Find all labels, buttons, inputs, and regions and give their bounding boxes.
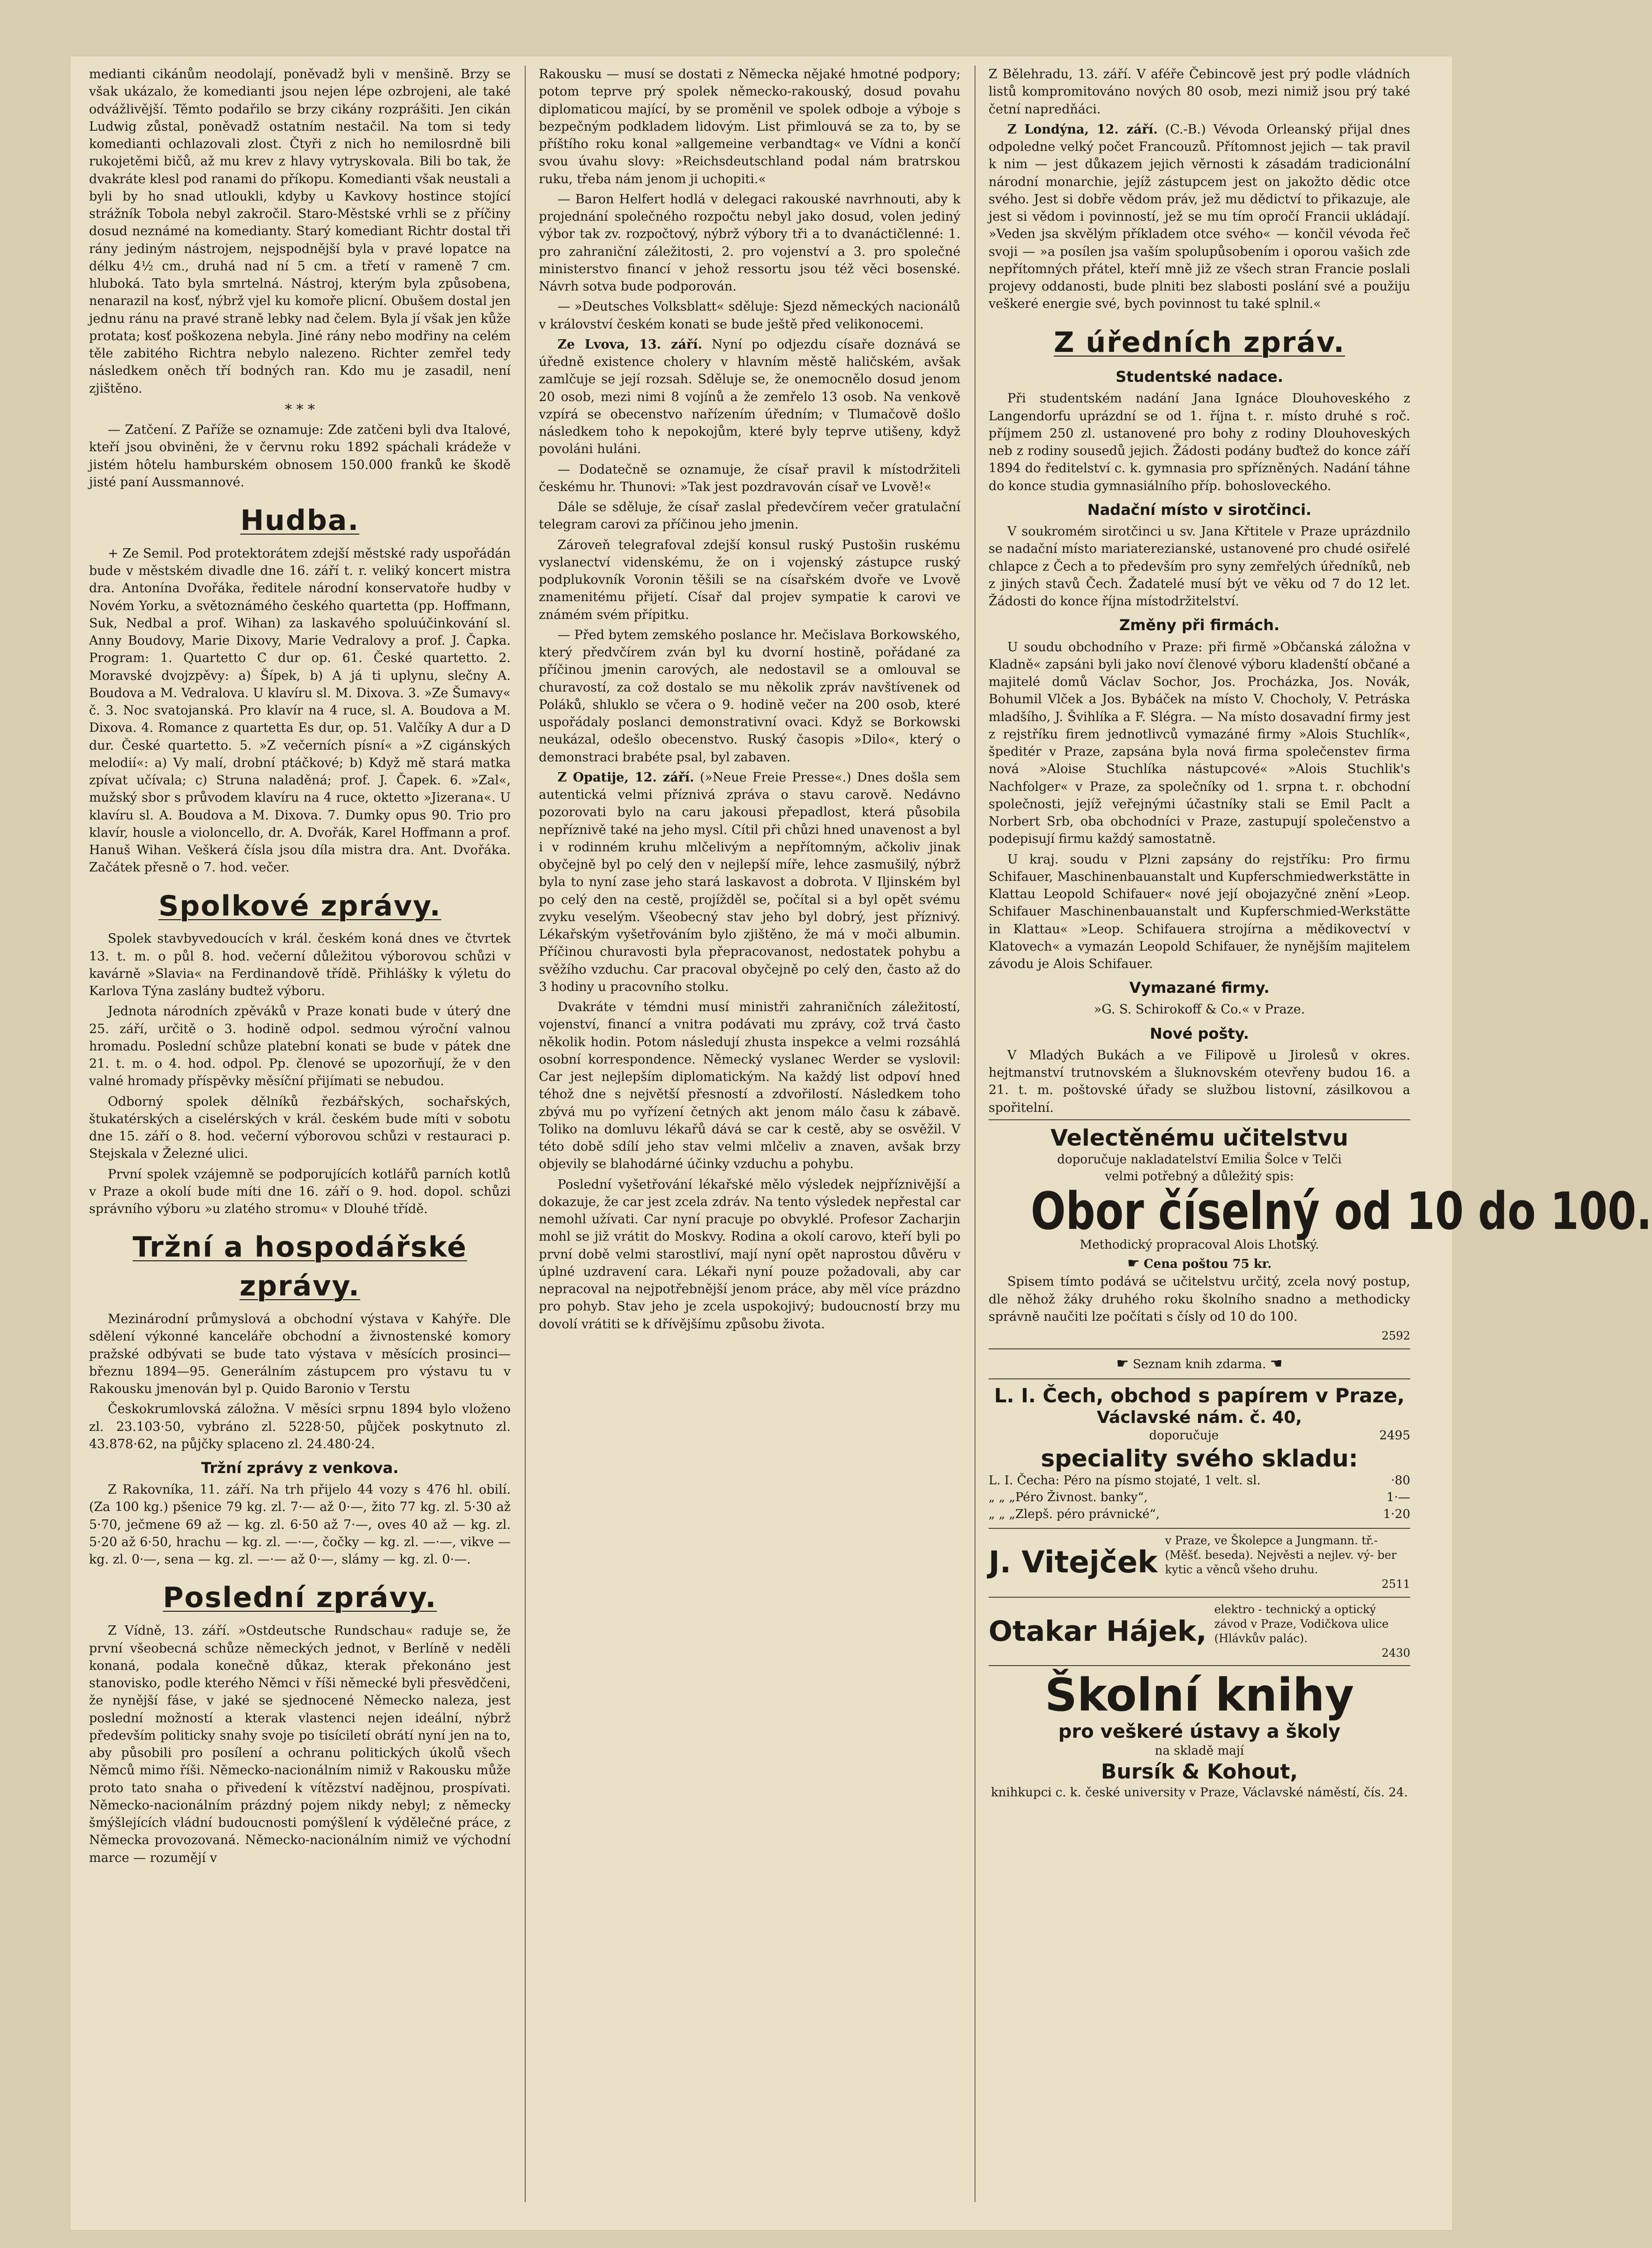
- ad-row: [989, 1428, 1410, 1444]
- article-text: (»Neue Freie Presse«.) Dnes došla sem autentická velmi příznivá zpráva o stavu carově. Nedávno pozorovati bylo na caru jakousi přepadlost, která působila nepříznivě také na jeho mysl. Cítil při chůzi hned unavenost a byl i v rodinném kruhu mlčelivým a nepřítomným, ačkoliv jinak obyčejně byl po celý den v nejlepší míře, lehce zasmušilý, nýbrž byla to nyní zase jeho stará laskavost a dobrota. V Iljinském byl po celý den na cestě, projížděl se, počítal si a byl opět svému zvyku veselým. Všeobecný stav jeho byl dobrý, jest příznivý. Lékařským vyšetřováním bylo zjištěno, že má v moči albumin. Příčinou churavosti byla přepracovanost, nedostatek pohybu a svěžího vzduchu. Car pracoval obyčejně po celý den, často až do 3 hodiny u pracovního stolku.: [539, 770, 960, 994]
- ad-heading: speciality svého skladu:: [1041, 1445, 1358, 1473]
- ad-name: Otakar Hájek,: [989, 1615, 1207, 1648]
- article-paragraph: V soukromém sirotčinci u sv. Jana Křtitele v Praze uprázdnilo se nadační místo mariaterezianské, ustanovené pro chudé osiřelé chlapce z Čech a to především pro syny zemřelých úředníků, neb z jiných stavů Čech. Žadatelé musí být ve věku od 7 do 12 let. Žádosti do konce října místodržitelství.: [989, 524, 1410, 609]
- ad-block: [1214, 1602, 1410, 1661]
- ad-price-value: 1·20: [1383, 1507, 1410, 1521]
- article-paragraph: První spolek vzájemně se podporujících kotlářů parních kotlů v Praze a okolí bude míti dne 16. září o 9. hod. dopol. schůzi správního výboru »u zlatého stromu« v Dlouhé třídě.: [89, 1167, 511, 1217]
- ad-price-item: L. I. Čecha: Péro na písmo stojaté, 1 velt. sl.: [989, 1474, 1261, 1488]
- ad-title-large: Obor číselný od 10 do 100.: [1031, 1181, 1652, 1242]
- ad-text: v Praze, ve Školepce a Jungmann. tř.- (Měšť. beseda). Nejvěsti a nejlev. vý- ber kytic a věnců všeho druhu.: [1165, 1533, 1397, 1577]
- ad-title-large: Školní knihy: [1045, 1669, 1354, 1722]
- article-paragraph: Dále se sděluje, že císař zaslal předevčírem večer gratulační telegram carovi za příčinou jeho jmenin.: [539, 500, 960, 532]
- section-heading: Spolkové zprávy.: [158, 889, 441, 923]
- section-heading: Poslední zprávy.: [163, 1581, 437, 1615]
- ad-block: [1165, 1533, 1410, 1592]
- ad-number: 2495: [1379, 1429, 1410, 1443]
- subsection-heading: Studentské nadace.: [1116, 368, 1283, 386]
- ad-address: Václavské nám. č. 40,: [1097, 1408, 1302, 1428]
- pointing-hand-icon: ☚: [1270, 1355, 1283, 1372]
- article-paragraph: Mezinárodní průmyslová a obchodní výstava v Kahýře. Dle sdělení výkonné kanceláře obchodní a živnostenské komory pražské odbývati se bude tato výstava v měsících prosinci—březnu 1894—95. Generálním zástupcem pro výstavu tu v Rakousku jmenován byl p. Quido Baronio v Terstu: [89, 1312, 511, 1397]
- article-paragraph: Z Bělehradu, 13. září. V aféře Čebincově jest prý podle vládních listů kompromitováno nových 80 osob, mezi nimiž jsou prý také četní napredňáci.: [989, 67, 1410, 117]
- article-paragraph: U soudu obchodního v Praze: při firmě »Občanská záložna v Kladně« zapsáni byli jako noví členové výboru kladenští občané a majitelé domů Václav Sochor, Jos. Procházka, Jos. Novák, Bohumil Vlček a Jos. Bybáček na místo V. Chocholy, V. Petráska mladšího, J. Švihlíka a F. Slégra. — Na místo dosavadní firmy jest z rejstříku firem jednotlivců vymazáné firmy »Alois Stuchlík«, špeditér v Praze, zapsána byla nová firma společenstev firma nová »Aloise Stuchlíka nástupcové« »Alois Stuchlik's Nachfolger« v Praze, za společníky od 1. srpna t. r. obchodní společnosti, jejíž veřejnými účastníky stali se Emil Paclt a Norbert Srb, oba obchodníci v Praze, zastupují společenstvo a podepisují firmu každý samostatně.: [989, 640, 1410, 847]
- article-paragraph: — Baron Helfert hodlá v delegaci rakouské navrhnouti, aby k projednání společného rozpočtu nebyl jako dosud, volen jediný výbor tak zv. rozpočtový, nýbrž výbory tři a to dvanáctičlenné: 1. pro zahraniční záležitosti, 2. pro vojenství a 3. pro společné ministerstvo financí v jehož ressortu jsou též věci bosenské. Návrh sotva bude podporován.: [539, 192, 960, 294]
- ad-number: 2430: [1381, 1646, 1410, 1660]
- article-paragraph: Rakousku — musí se dostati z Německa nějaké hmotné podpory; potom teprve prý spolek německo-rakouský, dosud povahu diplomaticou mající, by se proměnil ve spolek odboje a výboje s bezpečným podkladem lidovým. List přimlouvá se za to, by se příštího roku konal »allgemeine verbandtag« ve Vídni a končí svou úvahu slovy: »Reichsdeutschland podal nám bratrskou ruku, třeba nám jenom ji uchopiti.«: [539, 67, 960, 186]
- ad-price-item: „ „ „Zlepš. péro právnické“,: [989, 1507, 1160, 1521]
- ad-text: Spisem tímto podává se učitelstvu určitý, zcela nový postup, dle něhož žáky druhého roku školního snadno a methodicky správně naučiti lze počítati s čísly od 10 do 100.: [989, 1274, 1410, 1324]
- section-divider: * * *: [284, 401, 315, 418]
- article-paragraph: [539, 336, 960, 458]
- ad-number: 2592: [1381, 1329, 1410, 1343]
- column-3: [989, 66, 1652, 2211]
- subsection-heading: Nové pošty.: [1150, 1024, 1249, 1042]
- price-text: Cena poštou 75 kr.: [1144, 1257, 1272, 1272]
- ad-price-row: [989, 1473, 1410, 1489]
- article-paragraph: [539, 769, 960, 996]
- ad-price-value: ·80: [1391, 1474, 1410, 1488]
- article-paragraph: medianti cikánům neodolají, poněvadž byli v menšině. Brzy se však ukázalo, že komedianti jsou nejen lépe ozbrojeni, ale také odvážlivější. Těmto podařilo se brzy cikány rozprášiti. Jen cikán Ludwig zůstal, poněvadž ostatním nestačil. Na tom si tedy komedianti ochlazovali zlost. Čtyři z nich ho nemilosrdně bili rukojetěmi bičů, až mu krev z hlavy vytryskovala. Bili bo tak, že dvakráte klesl pod ranami do příkopu. Komedianti však neustali a byli by ho snad utloukli, kdyby u Kavkovy hostince stojící strážník Tobola nebyl zakročil. Staro-Městské vrhli se z příčiny dosud neznámé na komedianty. Starý komediant Richtr dostal tři rány jediným nástrojem, nejspodnější byla v pravé lopatce na délku 4½ cm., druhá nad ní 5 cm. a třetí v rameně 7 cm. hluboká. Tato byla smrtelná. Nástroj, kterým byla způsobena, nenarazil na kosť, nýbrž vjel ku komoře plicní. Obušem dostal jen jednu ránu na pravé straně lebky nad čelem. Byla jí však jen kůže protata; kosť poškozena nebyla. Jiné rány nebo modřiny na celém těle zabitého Richtra nebylo nalezeno. Richter zemřel tedy následkem oněch tří bodných ran. Kdo mu je zasadil, není zjištěno.: [89, 67, 511, 396]
- ad-price-list: [989, 1473, 1410, 1523]
- dateline: Z Opatije, 12. září.: [558, 770, 694, 785]
- column-rule: [525, 66, 526, 2202]
- article-paragraph: Odborný spolek dělníků řezbářských, sochařských, štukatérských a ciselérských v král. českém bude míti v sobotu dne 15. září o 8. hod. večerní výborovou schůzi v restauraci p. Stejskala v Železné ulici.: [89, 1094, 511, 1161]
- ad-price-value: 1·—: [1386, 1490, 1410, 1505]
- pointing-hand-icon: ☛: [1116, 1355, 1129, 1372]
- ad-text: pro veškeré ústavy a školy: [1058, 1720, 1341, 1742]
- article-text: (C.-B.) Vévoda Orleanský přijal dnes odpoledne velký počet Francouzů. Přítomnost jejich — tak pravil k nim — jest důkazem jejich věrnosti k zásadám tradicionální národní monarchie, jejíž zástupcem jest on jakožto dědic otce svého. Jest si dobře vědom práv, jež mu dědictví to přikazuje, ale jest si vědom i povinností, jež se mu tím opročí Francii ukládají. »Veden jsa skvělým příkladem otce svého« — končil vévoda řeč svoji — »a posílen jsa vaším spolupůsobením i oporou vašich zde nepřítomných přátel, kteří mně již ze všech stran Francie poslali projevy oddanosti, bude plniti bez slabosti poslání své a použiju veškeré energie své, bych povinnost tu také splnil.«: [989, 122, 1410, 312]
- subsection-heading: Tržní zprávy z venkova.: [201, 1459, 399, 1477]
- article-paragraph: — Dodatečně se oznamuje, že císař pravil k místodržiteli českému hr. Thunovi: »Tak jest pozdravován císař ve Lvově!«: [539, 462, 960, 494]
- subsection-heading: Změny při firmách.: [1119, 616, 1280, 634]
- ad-text: velmi potřebný a důležitý spis:: [1105, 1169, 1294, 1184]
- article-paragraph: — »Deutsches Volksblatt« sděluje: Sjezd německých nacionálů v království českém konati se bude ještě před velikonocemi.: [539, 299, 960, 332]
- advertisement: [989, 1528, 1410, 1597]
- article-paragraph: — Před bytem zemského poslance hr. Mečislava Borkowského, který předvčírem zván byl ku dvorní hostině, pořádané za příčinou jmenin carových, ale nedostavil se a omlouval se churavostí, za což dostalo se mu několik zpráv navštívenek od Poláků, shluklo se včera o 9. hodině večer na 200 osob, které uspořádaly poslanci demonstrativní ovaci. Když se Borkowski neukázal, odešlo obecenstvo. Ruský časopis »Dilo«, který o demonstraci brabéte psal, byl zabaven.: [539, 627, 960, 765]
- ad-text: doporučuje: [1149, 1429, 1219, 1443]
- article-paragraph: Z Rakovníka, 11. září. Na trh přijelo 44 vozy s 476 hl. obilí. (Za 100 kg.) pšenice 79 kg. zl. 7·— až 0·—, žito 77 kg. zl. 5·30 až 5·70, ječmene 69 až — kg. zl. 6·50 až 7·—, oves 40 až — kg. zl. 5·20 až 6·50, hrachu — kg. zl. —·—, čočky — kg. zl. —·—, vikve — kg. zl. 0·—, sena — kg. zl. —·— až 0·—, slámy — kg. zl. 0·—.: [89, 1482, 511, 1567]
- article-paragraph: — Zatčení. Z Paříže se oznamuje: Zde zatčeni byli dva Italové, kteří jsou obviněni, že v červnu roku 1892 spáchali krádeže v jistém hôtelu hamburském obnosem 150.000 franků ke škodě jisté paní Aussmannové.: [89, 423, 511, 490]
- ad-line: Seznam knih zdarma.: [1132, 1357, 1266, 1372]
- ad-price-row: [989, 1506, 1410, 1523]
- article-paragraph: »G. S. Schirokoff & Co.« v Praze.: [1094, 1002, 1305, 1017]
- article-paragraph: + Ze Semil. Pod protektorátem zdejší městské rady uspořádán bude v městském divadle dne 16. září t. r. veliký koncert mistra dra. Antonína Dvořáka, ředitele národní konservatoře hudby v Novém Yorku, a světoznámého českého quartetta (pp. Hoffmann, Suk, Nedbal a prof. Wihan) za laskavého spoluúčinkování sl. Anny Boudovy, Marie Dixovy, Marie Vedralovy a prof. J. Čapka. Program: 1. Quartetto C dur op. 61. České quartetto. 2. Moravské dvojzpěvy: a) Šípek, b) A já ti uplynu, slečny A. Boudova a M. Vedralova. U klavíru sl. M. Dixova. 3. »Ze Šumavy« č. 3. Noc svatojanská. Pro klavír na 4 ruce, sl. A. Boudova a M. Dixova. 4. Romance z quartetta Es dur, op. 51. Valčíky A dur a D dur. České quartetto. 5. »Z večerních písní« a »Z cigánských melodií«: a) Vy malí, drobní ptáčkové; b) Když mě stará matka zpívat učívala; c) Struna naladěná; prof. J. Čapek. 6. »Zal«, mužský sbor s průvodem klavíru na 4 ruce, oktetto »Jizerana«. U klavíru sl. A. Boudova a M. Dixova. 7. Dumky opus 90. Trio pro klavír, housle a violoncello, dr. A. Dvořák, Karel Hoffmann a prof. Hanuš Wihan. Veškerá čísla jsou díla mistra dra. Ant. Dvořáka. Začátek přesně o 7. hod. večer.: [89, 546, 511, 875]
- ad-number: 2511: [1381, 1578, 1410, 1591]
- ad-address: knihkupci c. k. české university v Praze, Václavské náměstí, čís. 24.: [990, 1785, 1408, 1800]
- ad-price: [989, 1254, 1410, 1273]
- dateline: Z Londýna, 12. září.: [1007, 122, 1158, 137]
- article-paragraph: V Mladých Bukách a ve Filipově u Jirolesů v okres. hejtmanství trutnovském a šluknovském otevřeny budou 16. a 21. t. m. poštovské úřady se službou listovní, zásilkovou a spořitelní.: [989, 1048, 1410, 1115]
- section-heading: Hudba.: [240, 504, 360, 537]
- section-heading: Tržní a hospodářské zprávy.: [133, 1231, 467, 1303]
- subsection-heading: Vymazané firmy.: [1129, 979, 1270, 997]
- article-paragraph: Českokrumlovská záložna. V měsíci srpnu 1894 bylo vloženo zl. 23.103·50, vybráno zl. 5228·50, půjček poskytnuto zl. 43.878·62, na půjčky splaceno zl. 24.480·24.: [89, 1402, 511, 1452]
- ad-heading: Velectěnému učitelstvu: [1050, 1124, 1348, 1151]
- ad-heading: L. I. Čech, obchod s papírem v Praze,: [994, 1384, 1405, 1407]
- subsection-heading: Nadační místo v sirotčinci.: [1087, 500, 1312, 519]
- ad-price-item: „ „ „Péro Živnost. banky“,: [989, 1490, 1148, 1505]
- section-heading: Z úředních zpráv.: [1054, 326, 1345, 359]
- ad-text: Methodický propracoval Alois Lhotský.: [1079, 1238, 1319, 1252]
- pointing-hand-icon: ☛: [1127, 1255, 1140, 1272]
- ad-text: [989, 1354, 1410, 1373]
- ad-price-row: [989, 1489, 1410, 1506]
- ad-text: na skladě mají: [1154, 1743, 1244, 1758]
- advertisement: [989, 1378, 1410, 1528]
- article-paragraph: [989, 121, 1410, 313]
- column-2: [539, 66, 960, 2211]
- ad-name: J. Vitejček: [989, 1545, 1158, 1580]
- article-paragraph: U kraj. soudu v Plzni zapsány do rejstříku: Pro firmu Schifauer, Maschinenbauanstalt und Kupferschmiedwerkstätte in Klattau Leopold Schifauer« nové její obojazyčné znění »Leop. Schifauer Maschinenbauanstalt und Kupferschmied-Werkstätte in Klattau« »Leop. Schifauera strojírna a mědikovectví v Klatovech« a vymazán Leopold Schifauer, že nynějším majitelem závodu je Alois Schifauer.: [989, 852, 1410, 972]
- article-paragraph: Poslední vyšetřování lékařské mělo výsledek nejpříznivější a dokazuje, že car jest zcela zdráv. Na tento výsledek nepřestal car nemohl užívati. Car nyní pracuje po obvyklé. Profesor Zacharjin mohl se již vrátit do Moskvy. Rodina a okolí carovo, kteří byli po první době velmi starostliví, mají nyní opět naprostou důvěru v úplné uzdravení cara. Lékaři nyní pouze požadovali, aby car nepracoval na nejpotřebnější jenom práce, aby měl více prázdno pro pohyb. Stav jeho je zcela uspokojivý; budoucností brzy mu dovolí vrátiti se k dřívějšímu způsobu života.: [539, 1177, 960, 1332]
- article-paragraph: Z Vídně, 13. září. »Ostdeutsche Rundschau« raduje se, že první všeobecná schůze německých jednot, v Berlíně v neděli konaná, podala konečně důkaz, kterak překonáno jest stanovisko, podle kterého Němci v říši německé byli přesvědčeni, že nynější fáse, v jaké se sjednocené Německo naleza, jest poslední možností a kterak vlastenci nejen ideální, nýbrž především politicky snahy svoje po tisíciletí obrátí nyní jen na to, aby působili pro posílení a ochranu politických úkolů všech Němců mimo říši. Německo-nacionálním nimiž v Rakousku může proto tato snaha o přivedení k vítězství nadějnou, prospívati. Německo-nacionálním prázdný pojem nikdy nebyl; z německy šmýšlejících vládní budoucnosti pomýšlení k výdělečné práce, z Německa provozovaná. Německo-nacionálním nimiž ve východní marce — rozumějí v: [89, 1623, 511, 1865]
- article-paragraph: Spolek stavbyvedoucích v král. českém koná dnes ve čtvrtek 13. t. m. o půl 8. hod. večerní důležitou výborovou schůzi v kavárně »Slavia« na Ferdinandově třídě. Přihlášky k výletu do Karlova Týna zaslány budtež výboru.: [89, 931, 511, 999]
- ad-text: doporučuje nakladatelství Emilia Šolce v Telči: [1057, 1153, 1342, 1167]
- advertisement: [989, 1119, 1652, 1348]
- article-paragraph: Dvakráte v témdni musí ministři zahraničních záležitostí, vojenství, financí a vnitra podávati mu zprávy, což trvá často několik hodin. Potom následují zhusta inspekce a velmi rozsáhlá osobní korrespondence. Německý vyslanec Werder se vyslovil: Car jest nejlepším diplomatickým. Na každý list odpoví hned téhož dne s největší přesností a zdvořilostí. Následkem toho zbývá mu po vyřízení četných akt jenom málo času k zábavě. Toliko na domluvu lékařů dává se car k cestě, aby se osvěžil. V této době sdílí jeho stav velmi mlčeliv a znaven, avšak brzy objevily se blahodárné účinky vzduchu a pohybu.: [539, 1000, 960, 1172]
- article-paragraph: Při studentském nadání Jana Ignáce Dlouhoveského z Langendorfu uprázdní se od 1. října t. r. místo druhé s roč. příjmem 250 zl. ustanovené pro bohy z rodiny Dlouhoveských neb z rodiny sousedů jejich. Žádosti podány buďtež do konce září 1894 do ředitelství c. k. gymnasia pro spřízněných. Nadání táhne do konce studia gymnasiálního příp. bohosloveckého.: [989, 391, 1410, 493]
- ad-name: Bursík & Kohout,: [1101, 1759, 1298, 1784]
- newspaper-page: [70, 56, 1652, 2230]
- ad-text: elektro - technický a optický závod v Praze, Vodičkova ulice (Hlávkův palác).: [1214, 1602, 1389, 1645]
- advertisement: [989, 1665, 1410, 1806]
- column-1: [89, 66, 511, 2211]
- advertisement: [989, 1348, 1410, 1378]
- article-paragraph: Zároveň telegrafoval zdejší konsul ruský Pustošin ruskému vyslanectví videnskému, že on i vojenský zástupce ruský podplukovník Voronin těšili se na císařském dvoře ve Lvově znamenitému přijetí. Císař dal projev sympatie k carovi ve známém svém přípitku.: [539, 537, 960, 622]
- advertisement: [989, 1597, 1410, 1666]
- article-text: Nyní po odjezdu císaře doznává se úředně existence cholery v hlavním městě haličském, avšak zamlčuje se její rozsah. Sděluje se, že onemocnělo dosud jenom 20 osob, mezi nimi 8 vojínů a že zemřelo 13 osob. Na venkově vzpírá se obecenstvo nařízením úředním; v Tlumačově došlo následkem toho k nepokojům, které byly teprve utišeny, když povoláni huláni.: [539, 337, 960, 457]
- dateline: Ze Lvova, 13. září.: [558, 337, 702, 352]
- article-paragraph: Jednota národních zpěváků v Praze konati bude v úterý dne 25. září, určitě o 3. hodině odpol. sedmou výroční valnou hromadu. Poslední schůze platební konati se bude v pátek dne 21. t. m. o 4. hod. odpol. Pp. členové se upozorňují, že v den valné hromady příspěvky měsíční přijímati se nebudou.: [89, 1004, 511, 1089]
